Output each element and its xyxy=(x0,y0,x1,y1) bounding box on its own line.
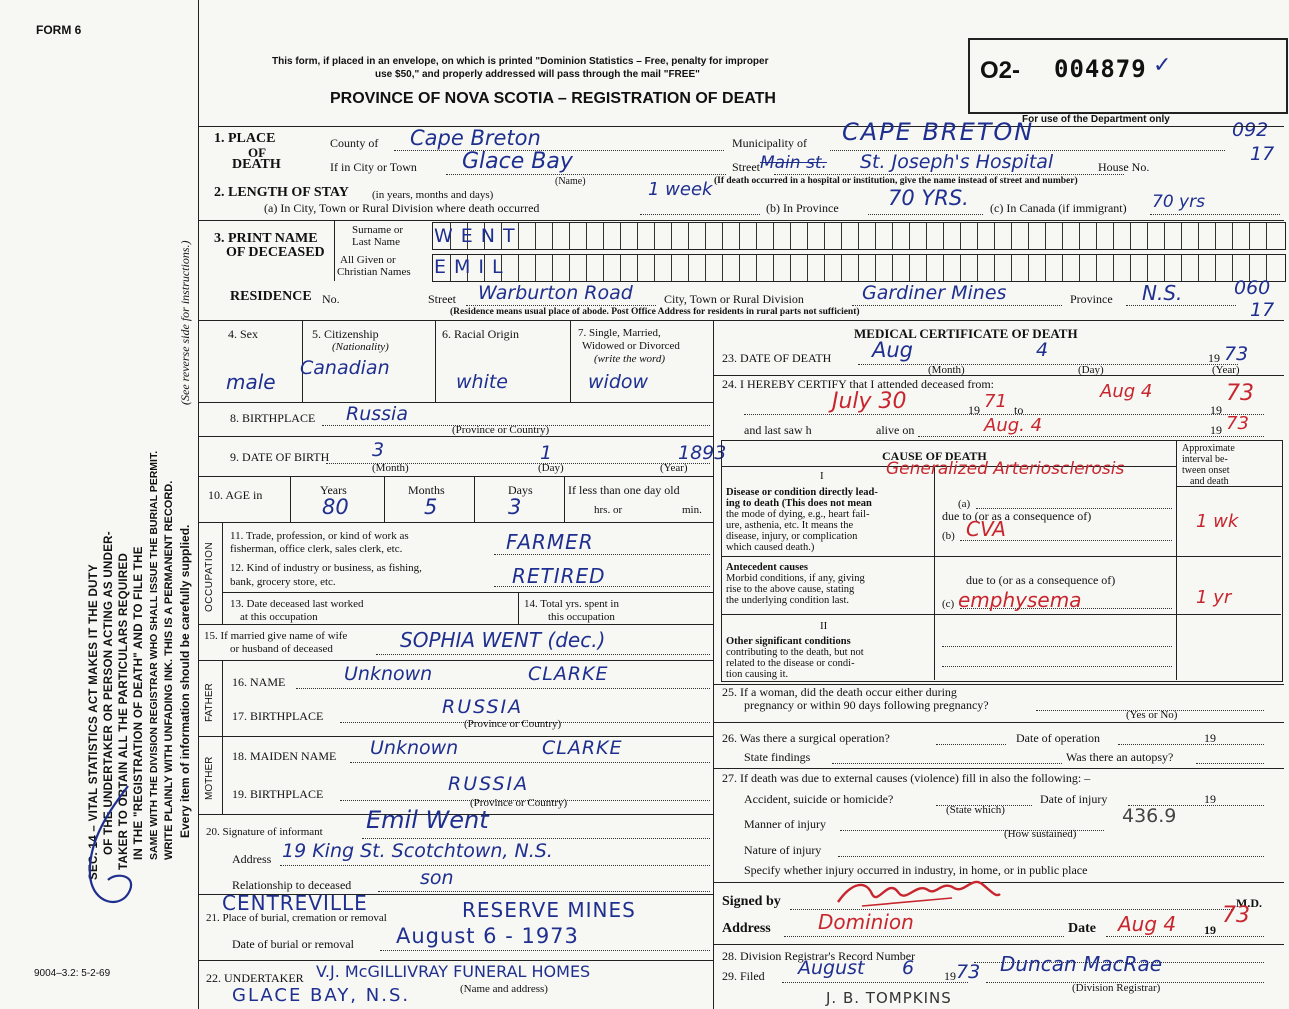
cause-a-label: (a) xyxy=(958,498,971,510)
dod-month-label: (Month) xyxy=(928,364,965,376)
undertaker-value: V.J. McGILLIVRAY FUNERAL HOMES xyxy=(316,962,591,981)
spouse-value: SOPHIA WENT (dec.) xyxy=(400,628,606,652)
total-years-label-2: this occupation xyxy=(548,611,615,623)
side-text-2: OF THE UNDERTAKER OR PERSON ACTING AS UNDER- xyxy=(103,531,115,855)
hrs-label: hrs. or xyxy=(594,504,623,516)
cause-b-label: (b) xyxy=(942,530,955,542)
interval-head-1: Approximate xyxy=(1182,443,1235,454)
hospital-note: (If death occurred in a hospital or institution, give the name instead of street and number) xyxy=(714,176,1078,186)
stay-a-value: 1 week xyxy=(648,179,713,200)
form-label: FORM 6 xyxy=(36,23,82,37)
signed-19: 19 xyxy=(1204,923,1216,937)
direct-cause-l2: ing to death (This does not mean xyxy=(726,498,872,509)
cause-heading: CAUSE OF DEATH xyxy=(882,449,987,463)
surgery-label: 26. Was there a surgical operation? xyxy=(722,731,890,745)
residence-no-label: No. xyxy=(322,292,340,306)
street-struck: Main st. xyxy=(760,153,827,173)
residence-street: Warburton Road xyxy=(478,282,633,304)
mother-birthplace-sub: (Province or Country) xyxy=(470,797,568,809)
given-name-boxes xyxy=(432,254,1286,282)
medical-heading: MEDICAL CERTIFICATE OF DEATH xyxy=(854,326,1078,341)
age-years-label: Years xyxy=(320,483,347,497)
reg-checkmark: ✓ xyxy=(1153,53,1172,78)
antecedent-l1: Antecedent causes xyxy=(726,562,808,573)
county-value: Cape Breton xyxy=(410,126,541,150)
racial-label: 6. Racial Origin xyxy=(442,327,519,341)
occupation-value: FARMER xyxy=(506,530,594,554)
margin-checkmark xyxy=(70,780,140,920)
cause-part-1: I xyxy=(820,470,824,482)
age-days: 3 xyxy=(508,495,522,519)
last-saw-date: Aug. 4 xyxy=(984,415,1043,436)
other-l2: contributing to the death, but not xyxy=(726,647,864,658)
form-code: 9004–3.2: 5-2-69 xyxy=(34,968,111,979)
side-text-4: IN THE "REGISTRATION OF DEATH" AND TO FILE THE xyxy=(133,546,145,860)
less-than-day-label: If less than one day old xyxy=(568,483,680,497)
marital-label-1: 7. Single, Married, xyxy=(578,327,661,339)
surname-label-1: Surname or xyxy=(352,224,404,236)
dob-day: 1 xyxy=(540,442,553,464)
cause-c-value: emphysema xyxy=(958,588,1082,612)
md-label: M.D. xyxy=(1236,896,1262,910)
certify-from: July 30 xyxy=(832,389,907,414)
cause-b-value: CVA xyxy=(966,517,1006,541)
side-text-6: WRITE PLAINLY WITH UNFADING INK. THIS IS A PERMANENT RECORD. xyxy=(163,480,175,860)
last-saw-year: 73 xyxy=(1226,413,1249,434)
dob-label: 9. DATE OF BIRTH xyxy=(230,450,330,464)
certify-from-19: 19 xyxy=(968,403,980,417)
city-label: If in City or Town xyxy=(330,160,417,174)
specify-label: Specify whether injury occurred in industry, in home, or in public place xyxy=(744,863,1088,877)
reg-prefix: O2- xyxy=(980,57,1021,84)
certify-from-year: 71 xyxy=(984,391,1007,412)
cause-b-interval: 1 wk xyxy=(1196,511,1239,532)
interval-head-2: interval be- xyxy=(1182,454,1228,465)
dod-day: 4 xyxy=(1036,339,1049,361)
accident-label: Accident, suicide or homicide? xyxy=(744,792,894,806)
last-saw-19: 19 xyxy=(1210,423,1222,437)
father-name-label: 16. NAME xyxy=(232,675,286,689)
residence-province: N.S. xyxy=(1142,281,1183,305)
sex-value: male xyxy=(226,370,276,394)
side-text-5: SAME WITH THE DIVISION REGISTRAR WHO SHALL ISSUE THE BURIAL PERMIT. xyxy=(148,450,160,860)
mother-first-name: Unknown xyxy=(370,737,459,759)
informant-address-label: Address xyxy=(232,852,272,866)
place-of-label: OF xyxy=(248,145,267,160)
dod-month: Aug xyxy=(872,338,914,362)
racial-value: white xyxy=(456,371,508,393)
residence-label: RESIDENCE xyxy=(230,289,312,304)
side-text-3: TAKER TO OBTAIN ALL THE PARTICULARS REQUIRED xyxy=(118,552,130,870)
occupation-12-label-1: 12. Kind of industry or business, as fishing, xyxy=(230,562,422,574)
left-border xyxy=(198,0,199,1009)
woman-label-2: pregnancy or within 90 days following pregnancy? xyxy=(744,698,989,712)
other-l3: related to the disease or condi- xyxy=(726,658,855,669)
side-text-8: (See reverse side for instructions.) xyxy=(178,240,192,405)
name-label-2: OF DECEASED xyxy=(226,245,325,260)
cause-due2-label: due to (or as a consequence of) xyxy=(966,573,1116,587)
stay-a-label: (a) In City, Town or Rural Division where death occurred xyxy=(264,201,540,215)
form-title: PROVINCE OF NOVA SCOTIA – REGISTRATION OF DEATH xyxy=(330,90,776,107)
marital-label-3: (write the word) xyxy=(594,353,666,365)
dob-day-label: (Day) xyxy=(538,462,564,474)
certify-to-year: 73 xyxy=(1226,381,1254,406)
age-months: 5 xyxy=(424,495,438,519)
citizenship-label: 5. Citizenship xyxy=(312,327,379,341)
city-value: Glace Bay xyxy=(462,149,573,174)
reg-number: 004879 xyxy=(1054,55,1147,83)
name-label-1: 3. PRINT NAME xyxy=(214,231,318,246)
undertaker-label: 22. UNDERTAKER xyxy=(206,971,304,985)
industry-value: RETIRED xyxy=(512,564,606,588)
woman-yes-no: (Yes or No) xyxy=(1126,709,1178,721)
stay-label: 2. LENGTH OF STAY xyxy=(214,185,349,200)
mother-birthplace-label: 19. BIRTHPLACE xyxy=(232,787,324,801)
dob-year-label: (Year) xyxy=(660,462,688,474)
marital-label-2: Widowed or Divorced xyxy=(582,340,680,352)
filed-day: 6 xyxy=(902,957,915,979)
cause-c-label: (c) xyxy=(942,598,955,610)
side-text-1: SEC. 14 – VITAL STATISTICS ACT MAKES IT THE DUTY xyxy=(88,564,100,880)
dept-code-3: 060 xyxy=(1234,277,1271,299)
father-first-name: Unknown xyxy=(344,663,433,685)
external-label: 27. If death was due to external causes (violence) fill in also the following: – xyxy=(722,771,1091,785)
direct-cause-l3: the mode of dying, e.g., heart fail- xyxy=(726,509,870,520)
father-birthplace: RUSSIA xyxy=(442,696,524,718)
dob-year: 1893 xyxy=(678,442,727,464)
occupation-11-label-1: 11. Trade, profession, or kind of work as xyxy=(230,530,409,542)
dod-day-label: (Day) xyxy=(1078,364,1104,376)
mother-name-label: 18. MAIDEN NAME xyxy=(232,749,337,763)
certify-label: 24. I HEREBY CERTIFY that I attended deceased from: xyxy=(722,377,994,391)
place-death-label: DEATH xyxy=(232,157,281,172)
birthplace-value: Russia xyxy=(346,403,408,425)
total-years-label-1: 14. Total yrs. spent in xyxy=(524,598,619,610)
direct-cause-l4: ure, asthenia, etc. It means the xyxy=(726,520,854,531)
direct-cause-l1: Disease or condition directly lead- xyxy=(726,487,878,498)
classification-code: 436.9 xyxy=(1122,805,1177,827)
age-label: 10. AGE in xyxy=(208,488,263,502)
surname-label-2: Last Name xyxy=(352,236,400,248)
interval-head-4: and death xyxy=(1190,476,1229,487)
occupation-12-label-2: bank, grocery store, etc. xyxy=(230,576,336,588)
city-name-label: (Name) xyxy=(555,176,586,187)
how-sustained-label: (How sustained) xyxy=(1004,828,1077,840)
dept-code-2: 17 xyxy=(1250,143,1275,165)
relationship-label: Relationship to deceased xyxy=(232,878,352,892)
last-saw-label-1: and last saw h xyxy=(744,423,812,437)
woman-label-1: 25. If a woman, did the death occur either during xyxy=(722,685,957,699)
direct-cause-l6: which caused death.) xyxy=(726,542,815,553)
filed-label: 29. Filed xyxy=(722,969,765,983)
last-worked-label-2: at this occupation xyxy=(240,611,318,623)
certify-to: Aug 4 xyxy=(1100,381,1153,402)
registrar-signature: Duncan MacRae xyxy=(1000,952,1163,976)
age-days-label: Days xyxy=(508,483,533,497)
cause-a-value: Generalized Arteriosclerosis xyxy=(886,459,1125,479)
dob-month-label: (Month) xyxy=(372,462,409,474)
last-worked-label-1: 13. Date deceased last worked xyxy=(230,598,364,610)
signed-date: Aug 4 xyxy=(1118,912,1177,936)
filed-month: August xyxy=(798,957,865,979)
stay-units: (in years, months and days) xyxy=(372,189,494,201)
dod-year-label: (Year) xyxy=(1212,364,1240,376)
state-which-label: (State which) xyxy=(946,804,1005,816)
father-birthplace-sub: (Province or Country) xyxy=(464,718,562,730)
given-label-2: Christian Names xyxy=(337,266,411,278)
stay-c-value: 70 yrs xyxy=(1152,192,1205,212)
stay-b-value: 70 YRS. xyxy=(888,186,969,210)
burial-place-value: CENTREVILLE xyxy=(222,891,368,915)
antecedent-l4: the underlying condition last. xyxy=(726,595,850,606)
street-value: St. Joseph's Hospital xyxy=(860,151,1054,173)
mother-birthplace: RUSSIA xyxy=(448,773,530,795)
dod-label: 23. DATE OF DEATH xyxy=(722,351,832,365)
cause-due-label: due to (or as a consequence of) xyxy=(942,509,1092,523)
burial-date-label: Date of burial or removal xyxy=(232,937,354,951)
interval-head-3: tween onset xyxy=(1182,465,1230,476)
spouse-label-2: or husband of deceased xyxy=(230,643,333,655)
injury-date-label: Date of injury xyxy=(1040,792,1108,806)
burial-date: August 6 - 1973 xyxy=(396,924,579,948)
age-years: 80 xyxy=(322,495,349,519)
manner-label: Manner of injury xyxy=(744,817,826,831)
surgery-date-label: Date of operation xyxy=(1016,731,1100,745)
last-saw-label-2: alive on xyxy=(876,423,915,437)
signed-address: Dominion xyxy=(818,910,914,934)
given-label-1: All Given or xyxy=(340,254,396,266)
filed-19: 19 xyxy=(944,969,956,983)
municipality-value: CAPE BRETON xyxy=(842,118,1035,146)
informant-address: 19 King St. Scotchtown, N.S. xyxy=(282,840,553,862)
marital-value: widow xyxy=(588,371,649,393)
municipality-label: Municipality of xyxy=(732,136,807,150)
other-l4: tion causing it. xyxy=(726,669,789,680)
residence-street-label: Street xyxy=(428,292,456,306)
registration-number-box xyxy=(968,38,1288,114)
signed-address-label: Address xyxy=(722,921,771,936)
county-label: County of xyxy=(330,136,379,150)
registrar-label: (Division Registrar) xyxy=(1072,982,1161,994)
dob-month: 3 xyxy=(372,439,385,461)
dept-use-label: For use of the Department only xyxy=(1022,114,1170,125)
occupation-11-label-2: fisherman, office clerk, sales clerk, etc. xyxy=(230,543,403,555)
dept-code-1: 092 xyxy=(1232,119,1269,141)
residence-note: (Residence means usual place of abode. Post Office Address for residents in rural parts not sufficient) xyxy=(450,307,860,317)
surname-value: WENT xyxy=(434,225,523,247)
certify-to-label: to xyxy=(1014,403,1024,417)
dept-code-4: 17 xyxy=(1250,299,1275,321)
informant-signature-label: 20. Signature of informant xyxy=(206,826,323,838)
filed-year: 73 xyxy=(956,961,981,983)
injury-19: 19 xyxy=(1204,792,1216,806)
father-last-name: CLARKE xyxy=(528,663,609,685)
residence-province-label: Province xyxy=(1070,292,1113,306)
residence-city-label: City, Town or Rural Division xyxy=(664,292,804,306)
father-side-label: FATHER xyxy=(204,683,215,722)
direct-cause-l5: disease, injury, or complication xyxy=(726,531,858,542)
surgery-19: 19 xyxy=(1204,731,1216,745)
notice-line-1: This form, if placed in an envelope, on which is printed "Dominion Statistics – Free, penalty for improper xyxy=(272,56,769,67)
antecedent-l2: Morbid conditions, if any, giving xyxy=(726,573,865,584)
surname-boxes xyxy=(432,222,1286,250)
stay-c-label: (c) In Canada (if immigrant) xyxy=(990,201,1127,215)
birthplace-label: 8. BIRTHPLACE xyxy=(230,411,316,425)
birthplace-sub: (Province or Country) xyxy=(452,424,550,436)
autopsy-label: Was there an autopsy? xyxy=(1066,750,1174,764)
street-label: Street xyxy=(732,160,760,174)
signed-year: 73 xyxy=(1222,903,1250,928)
nationality-label: (Nationality) xyxy=(332,341,389,353)
registrar-stamp: J. B. TOMPKINS xyxy=(826,989,952,1007)
other-l1: Other significant conditions xyxy=(726,636,851,647)
spouse-label-1: 15. If married give name of wife xyxy=(204,630,348,642)
age-months-label: Months xyxy=(408,483,445,497)
citizenship-value: Canadian xyxy=(300,357,390,379)
notice-line-2: use $50," and properly addressed will pass through the mail "FREE" xyxy=(375,69,700,80)
record-number-label: 28. Division Registrar's Record Number xyxy=(722,949,916,963)
house-label: House No. xyxy=(1098,160,1150,174)
min-label: min. xyxy=(682,504,702,516)
cause-c-interval: 1 yr xyxy=(1196,587,1232,608)
undertaker-address: GLACE BAY, N.S. xyxy=(232,985,411,1006)
relationship-value: son xyxy=(420,867,454,889)
cause-part-2: II xyxy=(820,620,828,632)
stay-b-label: (b) In Province xyxy=(766,201,839,215)
dod-year: 73 xyxy=(1224,343,1249,365)
informant-signature: Emil Went xyxy=(366,806,489,834)
place-label: 1. PLACE xyxy=(214,131,276,146)
father-birthplace-label: 17. BIRTHPLACE xyxy=(232,709,324,723)
signed-date-label: Date xyxy=(1068,921,1096,936)
mother-last-name: CLARKE xyxy=(542,737,623,759)
antecedent-l3: rise to the above cause, stating xyxy=(726,584,855,595)
mother-side-label: MOTHER xyxy=(204,756,215,800)
undertaker-sub: (Name and address) xyxy=(460,983,548,995)
signed-by-label: Signed by xyxy=(722,894,781,909)
certify-to-19: 19 xyxy=(1210,403,1222,417)
sex-label: 4. Sex xyxy=(228,327,258,341)
given-name-value: EMIL xyxy=(434,256,511,278)
nature-label: Nature of injury xyxy=(744,843,822,857)
burial-place-value-2: RESERVE MINES xyxy=(462,898,636,922)
residence-city: Gardiner Mines xyxy=(862,282,1007,304)
side-text-7: Every item of information should be carefully supplied. xyxy=(178,524,192,838)
occupation-side-label: OCCUPATION xyxy=(204,541,215,612)
dod-year-prefix: 19 xyxy=(1208,351,1220,365)
burial-place-label: 21. Place of burial, cremation or removal xyxy=(206,912,387,924)
surgery-findings-label: State findings xyxy=(744,750,811,764)
